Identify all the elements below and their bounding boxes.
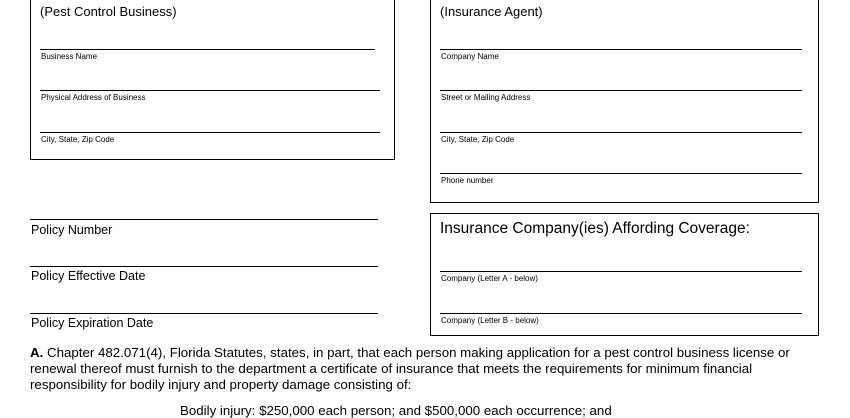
paragraph-lead: A. — [30, 345, 44, 360]
business-name-caption: Business Name — [41, 52, 98, 61]
statute-paragraph — [30, 345, 830, 393]
insurance-agent-header: (Insurance Agent) — [440, 4, 543, 19]
agent-city-state-zip-line — [440, 132, 802, 133]
company-a-caption: Company (Letter A - below) — [441, 274, 538, 283]
agent-phone-line — [440, 173, 802, 174]
agent-city-state-zip-caption: City, State, Zip Code — [441, 135, 515, 144]
company-b-line — [440, 313, 802, 314]
pest-control-business-header: (Pest Control Business) — [40, 4, 177, 19]
agent-company-name-line — [440, 49, 802, 50]
policy-number-label: Policy Number — [31, 223, 113, 237]
policy-effective-date-line — [30, 266, 378, 267]
policy-effective-date-label: Policy Effective Date — [31, 269, 146, 283]
physical-address-line — [40, 90, 380, 91]
company-a-line — [440, 271, 802, 272]
agent-company-name-caption: Company Name — [441, 52, 499, 61]
policy-expiration-date-line — [30, 313, 378, 314]
insurance-companies-title: Insurance Company(ies) Affording Coverage: — [440, 220, 750, 237]
paragraph-text: Chapter 482.071(4), Florida Statutes, states, in part, that each person making application for a pest control business license or renewal thereof must furnish to the department a certificate of insurance that meets the requirements for minimum financial responsibility for bodily injury and property damage consisting of: — [30, 345, 790, 392]
company-b-caption: Company (Letter B - below) — [441, 316, 539, 325]
policy-number-line — [30, 219, 378, 220]
agent-phone-caption: Phone number — [441, 176, 494, 185]
bodily-injury-line: Bodily injury: $250,000 each person; and $500,000 each occurrence; and — [180, 403, 612, 418]
business-city-state-zip-line — [40, 132, 380, 133]
physical-address-caption: Physical Address of Business — [41, 93, 146, 102]
agent-street-address-line — [440, 90, 802, 91]
business-name-line — [40, 49, 375, 50]
agent-street-address-caption: Street or Mailing Address — [441, 93, 531, 102]
policy-expiration-date-label: Policy Expiration Date — [31, 316, 154, 330]
business-city-state-zip-caption: City, State, Zip Code — [41, 135, 115, 144]
